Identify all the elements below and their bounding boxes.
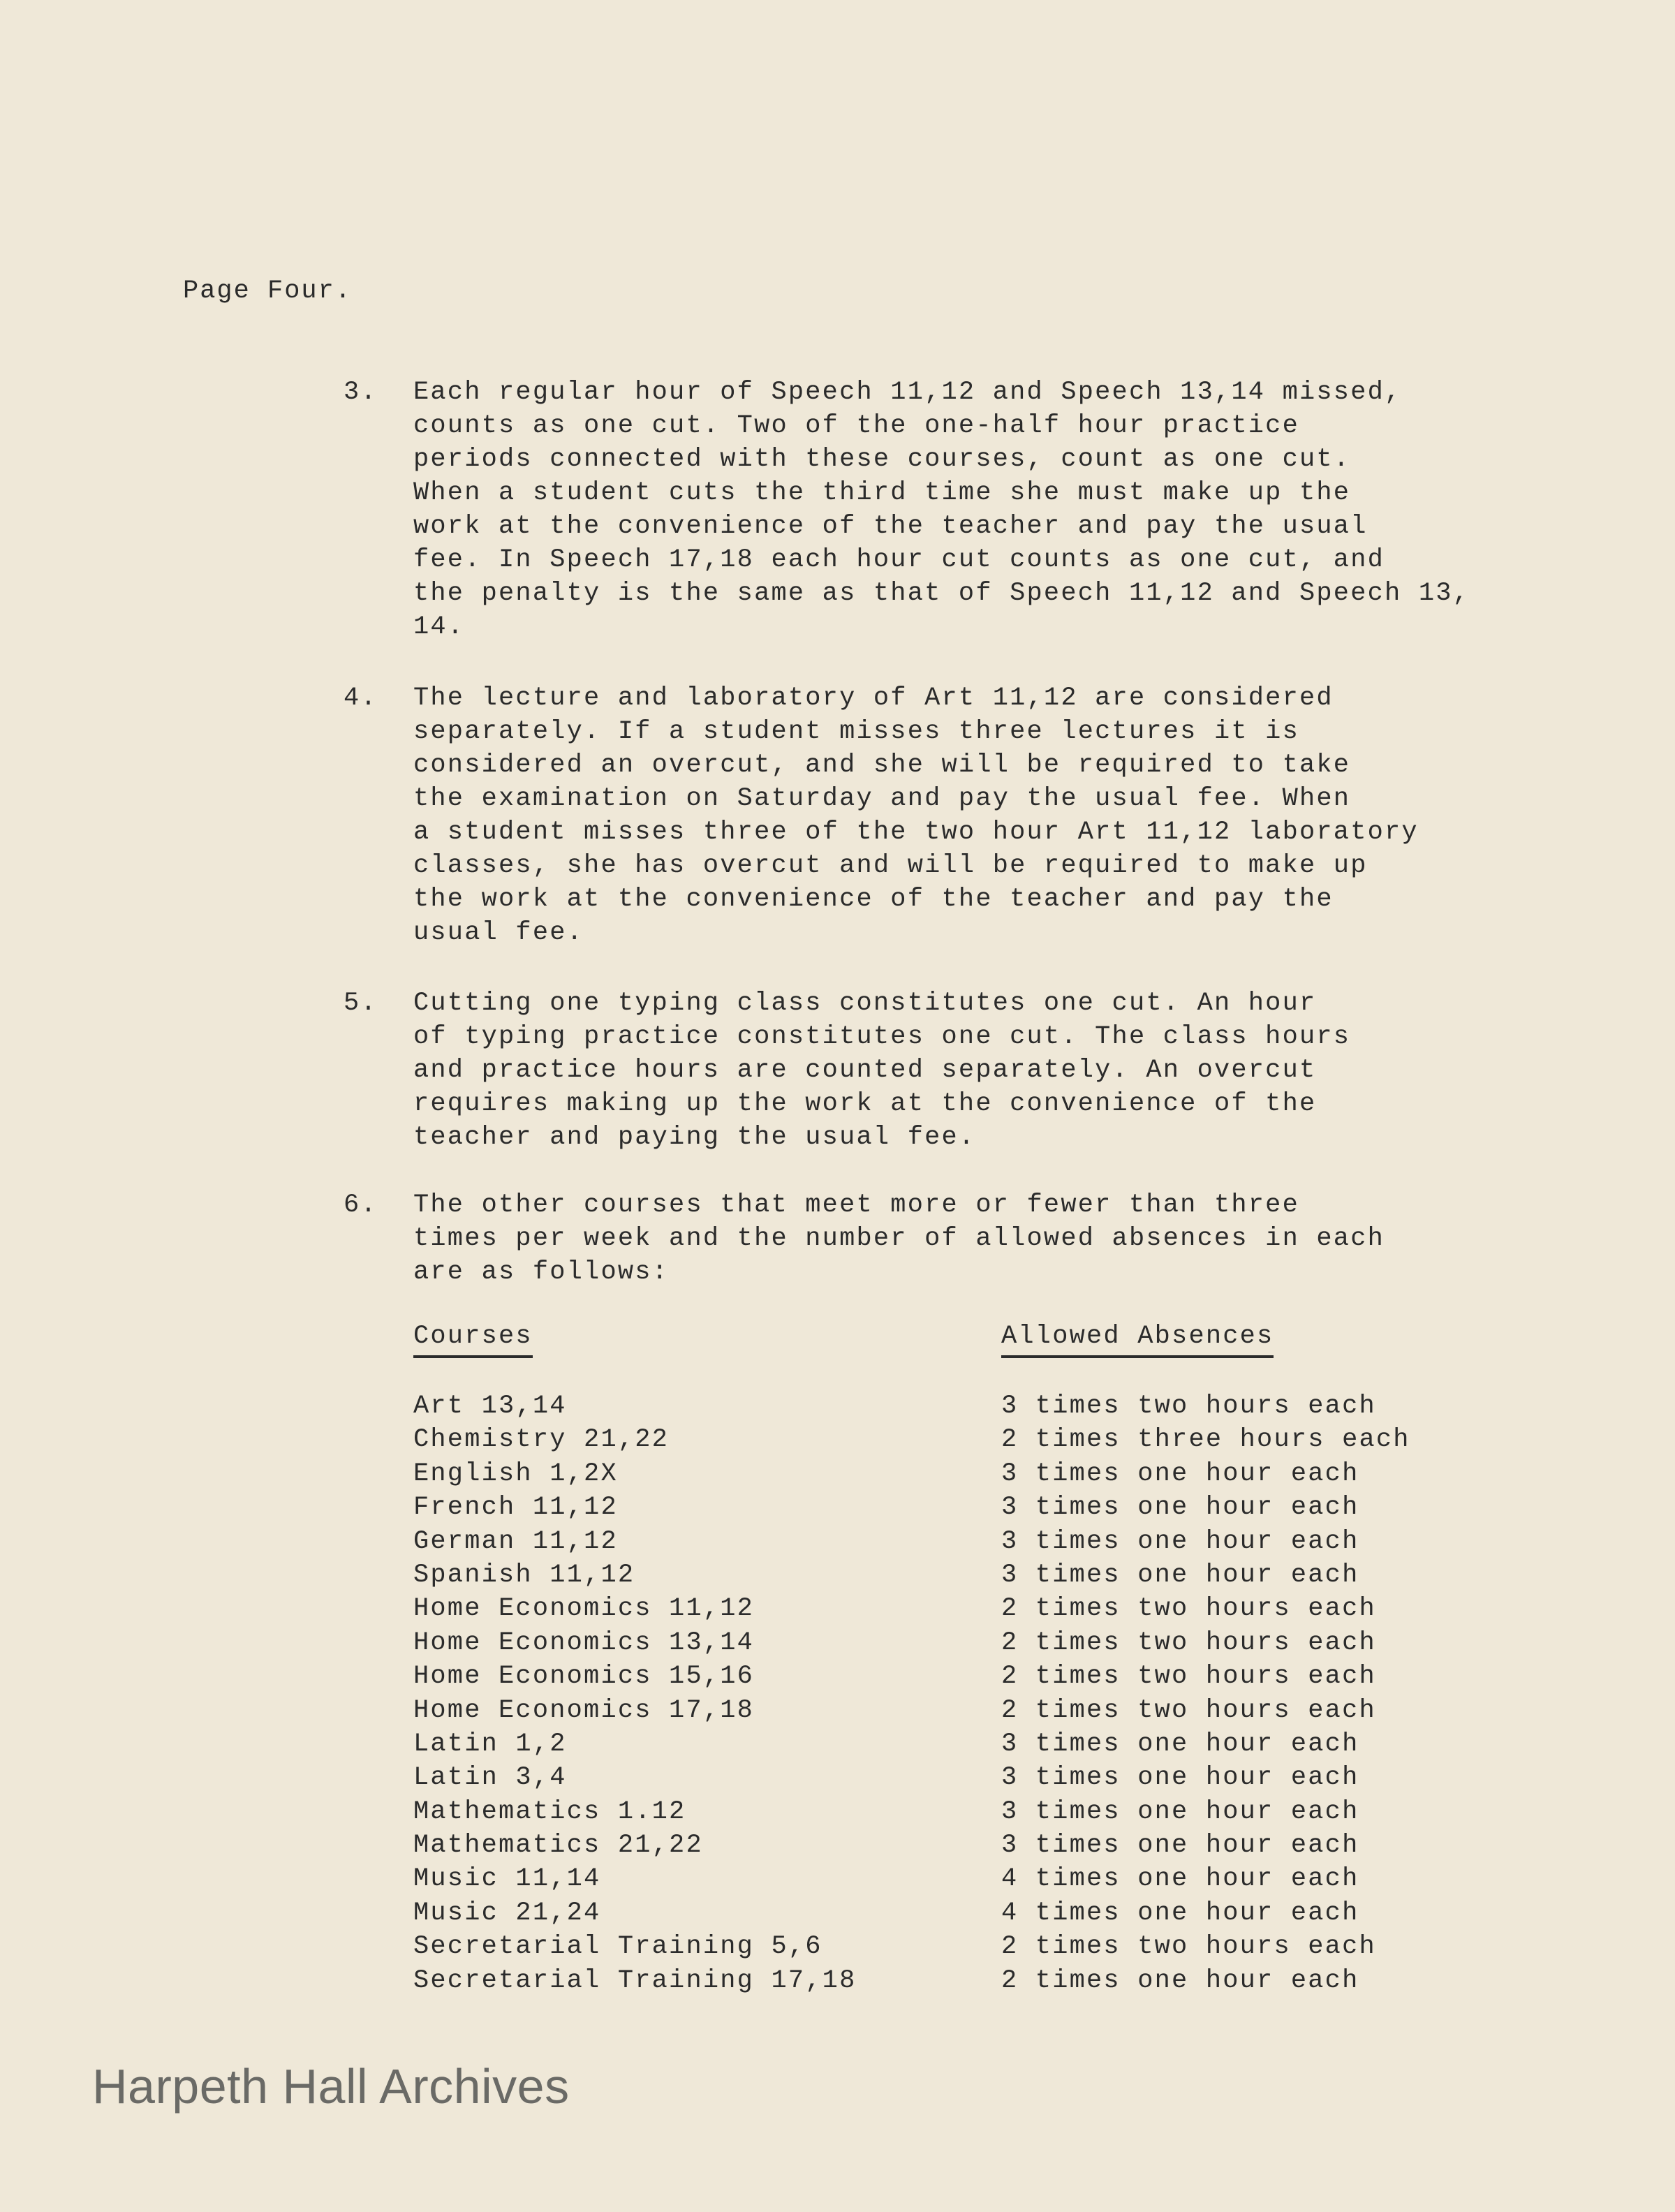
paragraph-line: periods connected with these courses, count as one cut. [413,445,1351,474]
allowed-absences: 3 times two hours each [1001,1392,1376,1421]
course-name: Spanish 11,12 [413,1560,635,1590]
paragraph-line: considered an overcut, and she will be required to take [413,751,1351,780]
paragraph-line: the work at the convenience of the teacher and pay the [413,885,1334,914]
page-header: Page Four. [183,276,353,306]
paragraph-number: 5. [344,989,378,1018]
allowed-absences: 2 times two hours each [1001,1662,1376,1692]
course-name: English 1,2X [413,1459,618,1489]
paragraph-line: The other courses that meet more or fewer than three [413,1190,1299,1220]
paragraph-number: 4. [344,684,378,713]
allowed-absences: 3 times one hour each [1001,1526,1359,1556]
allowed-absences: 2 times two hours each [1001,1628,1376,1658]
paragraph-line: counts as one cut. Two of the one-half hour practice [413,411,1299,441]
allowed-absences: 2 times one hour each [1001,1966,1359,1996]
course-name: Home Economics 13,14 [413,1628,755,1658]
paragraph-line: times per week and the number of allowed absences in each [413,1224,1385,1253]
course-name: French 11,12 [413,1493,618,1523]
allowed-absences: 3 times one hour each [1001,1797,1359,1827]
paragraph-line: separately. If a student misses three lectures it is [413,717,1299,746]
allowed-absences: 3 times one hour each [1001,1459,1359,1489]
course-name: Chemistry 21,22 [413,1425,670,1455]
course-name: Home Economics 11,12 [413,1594,755,1624]
course-name: Music 21,24 [413,1898,601,1928]
paragraph-line: Each regular hour of Speech 11,12 and Speech 13,14 missed, [413,378,1402,407]
paragraph-line: a student misses three of the two hour Art 11,12 laboratory [413,818,1419,847]
allowed-absences: 3 times one hour each [1001,1763,1359,1793]
allowed-absences: 3 times one hour each [1001,1831,1359,1861]
allowed-absences: 3 times one hour each [1001,1729,1359,1759]
paragraph-line: of typing practice constitutes one cut. The class hours [413,1022,1351,1052]
paragraph-line: The lecture and laboratory of Art 11,12 are considered [413,684,1334,713]
allowed-absences: 2 times two hours each [1001,1932,1376,1962]
paragraph-line: the penalty is the same as that of Speech 11,12 and Speech 13, [413,579,1470,608]
course-name: Home Economics 15,16 [413,1662,755,1692]
course-name: Latin 1,2 [413,1729,567,1759]
paragraph-line: work at the convenience of the teacher and pay the usual [413,512,1368,541]
paragraph-number: 3. [344,378,378,407]
allowed-absences: 3 times one hour each [1001,1493,1359,1523]
paragraph-line: Cutting one typing class constitutes one cut. An hour [413,989,1317,1018]
course-name: Latin 3,4 [413,1763,567,1793]
paragraph-line: classes, she has overcut and will be required to make up [413,851,1368,880]
allowed-absences: 4 times one hour each [1001,1898,1359,1928]
paragraph-line: When a student cuts the third time she must make up the [413,478,1351,508]
course-name: Home Economics 17,18 [413,1695,755,1725]
course-name: Secretarial Training 5,6 [413,1932,822,1962]
allowed-absences: 2 times two hours each [1001,1594,1376,1624]
allowed-absences: 2 times three hours each [1001,1425,1410,1455]
paragraph-line: 14. [413,612,465,642]
paragraph-line: the examination on Saturday and pay the usual fee. When [413,784,1351,813]
course-name: Art 13,14 [413,1392,567,1421]
course-name: Music 11,14 [413,1864,601,1894]
course-name: German 11,12 [413,1526,618,1556]
course-name: Secretarial Training 17,18 [413,1966,857,1996]
allowed-absences: 3 times one hour each [1001,1560,1359,1590]
course-name: Mathematics 1.12 [413,1797,686,1827]
paragraph-line: and practice hours are counted separately. An overcut [413,1056,1317,1085]
allowed-absences: 2 times two hours each [1001,1695,1376,1725]
paragraph-line: fee. In Speech 17,18 each hour cut counts as one cut, and [413,545,1385,575]
paragraph-line: usual fee. [413,918,584,948]
allowed-absences: 4 times one hour each [1001,1864,1359,1894]
paragraph-line: requires making up the work at the convenience of the [413,1089,1317,1119]
absences-column-header: Allowed Absences [1001,1322,1274,1358]
paragraph-number: 6. [344,1190,378,1220]
paragraph-line: teacher and paying the usual fee. [413,1123,976,1152]
paragraph-line: are as follows: [413,1258,670,1287]
archive-watermark: Harpeth Hall Archives [92,2059,570,2114]
courses-column-header: Courses [413,1322,533,1358]
course-name: Mathematics 21,22 [413,1831,703,1861]
